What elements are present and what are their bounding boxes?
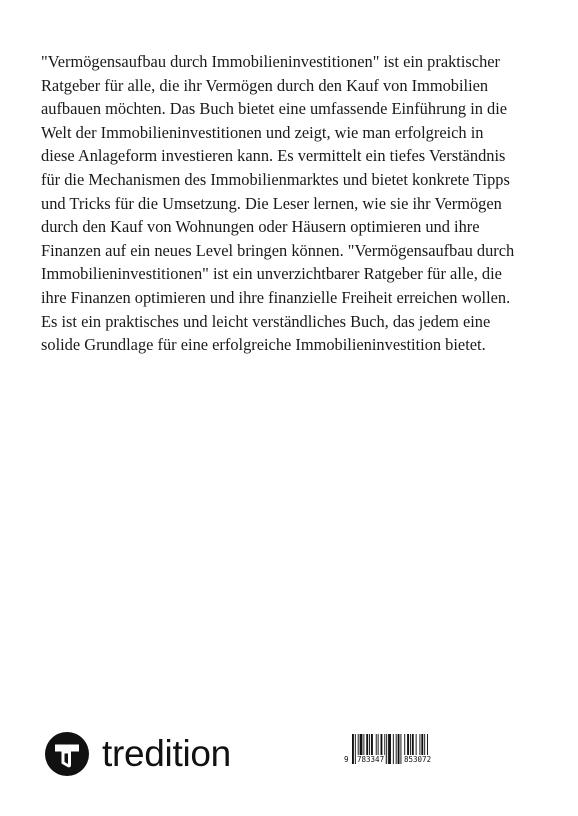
publisher-name: tredition (102, 733, 231, 774)
isbn-barcode (343, 734, 451, 770)
barcode-lead-digit: 9 (344, 755, 349, 764)
book-blurb: "Vermögensaufbau durch Immobilieninvestitionen" ist ein praktischer Ratgeber für alle, die ihr Vermögen durch den Kauf von Immobilien aufbauen möchten. Das Buch bietet eine umfassende Einführung in die Welt der Immobilieninvestitionen und zeigt, wie man erfolgreich in diese Anlageform investieren kann. Es vermittelt ein tiefes Verständnis für die Mechanismen des Immobilienmarktes und bietet konkrete Tipps und Tricks für die Umsetzung. Die Leser lernen, wie sie ihr Vermögen durch den Kauf von Wohnungen oder Häusern optimieren und ihre Finanzen auf ein neues Level bringen können. "Vermögensaufbau durch Immobilieninvestitionen" ist ein unverzichtbarer Ratgeber für alle, die ihre Finanzen optimieren und ihre finanzielle Freiheit erreichen wollen. Es ist ein praktisches und leicht verständliches Buch, das jedem eine solide Grundlage für eine erfolgreiche Immobilieninvestition bietet. (41, 52, 515, 355)
barcode-digits (343, 755, 451, 764)
barcode-left-group: 783347 (357, 755, 385, 764)
tredition-logo-icon (45, 732, 89, 776)
publisher-logo (45, 732, 231, 776)
barcode-right-group: 853072 (404, 755, 432, 764)
